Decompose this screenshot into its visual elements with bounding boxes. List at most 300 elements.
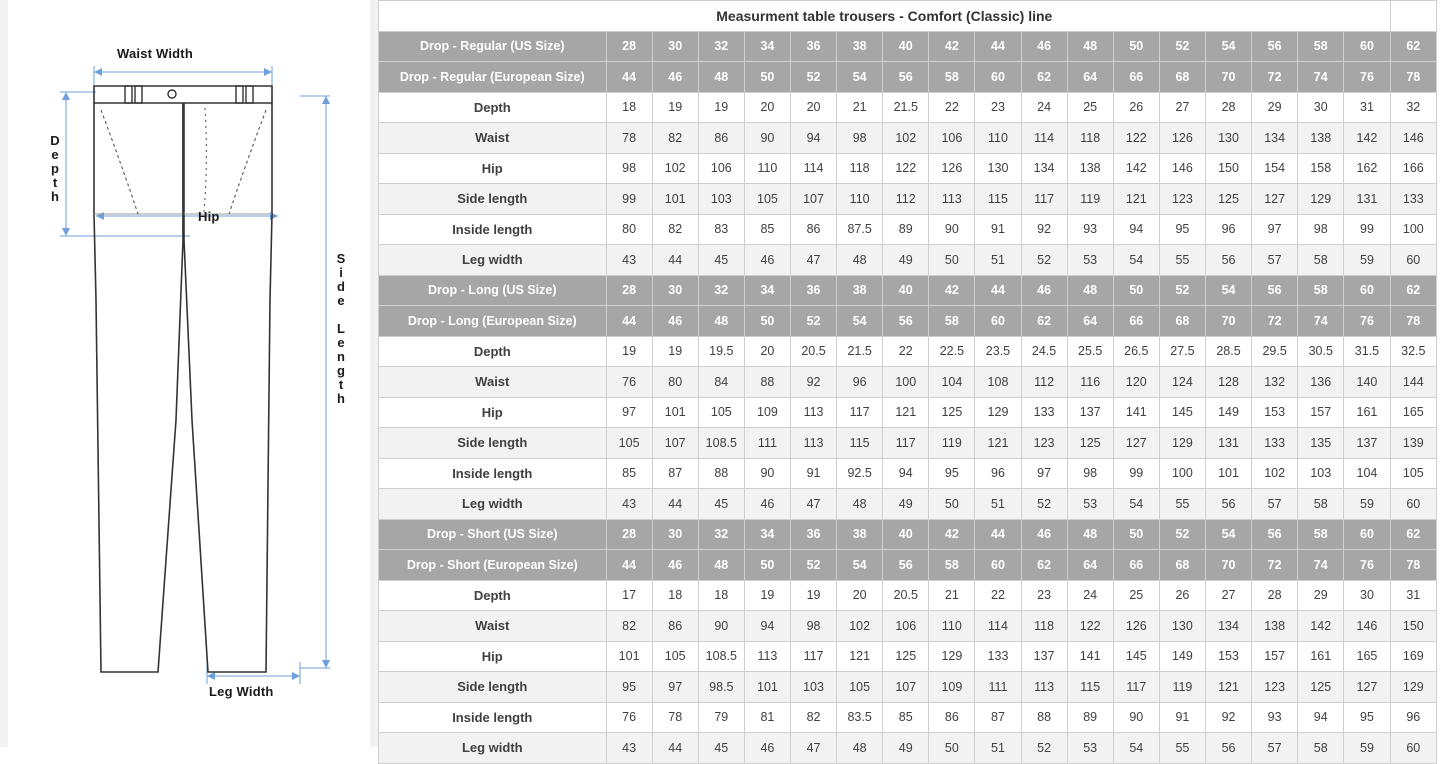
table-row <box>379 580 1437 611</box>
table-row <box>379 31 1437 62</box>
table-cell: 90 <box>1113 702 1159 733</box>
table-cell: 21.5 <box>883 92 929 123</box>
table-cell: 101 <box>1205 458 1251 489</box>
table-cell: 30 <box>652 275 698 306</box>
table-cell: 60 <box>1390 733 1436 764</box>
table-cell: 103 <box>790 672 836 703</box>
table-cell: 142 <box>1298 611 1344 642</box>
table-cell: 149 <box>1205 397 1251 428</box>
table-cell: 86 <box>652 611 698 642</box>
table-cell: 31 <box>1344 92 1390 123</box>
table-cell: 28 <box>606 519 652 550</box>
table-cell: 100 <box>883 367 929 398</box>
table-cell: 81 <box>744 702 790 733</box>
row-label: Drop - Regular (European Size) <box>379 62 607 93</box>
table-cell: 125 <box>929 397 975 428</box>
table-cell: 23.5 <box>975 336 1021 367</box>
table-cell: 60 <box>975 62 1021 93</box>
table-cell: 86 <box>929 702 975 733</box>
table-cell: 26 <box>1159 580 1205 611</box>
table-cell: 118 <box>1021 611 1067 642</box>
table-row <box>379 184 1437 215</box>
table-cell: 21.5 <box>837 336 883 367</box>
table-cell: 22 <box>929 92 975 123</box>
table-cell: 56 <box>883 306 929 337</box>
table-cell: 58 <box>1298 733 1344 764</box>
table-cell: 125 <box>883 641 929 672</box>
table-cell: 20.5 <box>883 580 929 611</box>
table-cell: 105 <box>698 397 744 428</box>
table-cell: 57 <box>1252 489 1298 520</box>
table-cell: 18 <box>698 580 744 611</box>
table-cell: 146 <box>1390 123 1436 154</box>
table-cell: 122 <box>883 153 929 184</box>
table-cell: 141 <box>1113 397 1159 428</box>
table-cell: 58 <box>1298 275 1344 306</box>
table-cell: 58 <box>929 306 975 337</box>
table-cell: 72 <box>1252 62 1298 93</box>
row-label: Drop - Regular (US Size) <box>379 31 607 62</box>
table-cell: 19 <box>790 580 836 611</box>
table-cell: 42 <box>929 275 975 306</box>
table-cell: 140 <box>1344 367 1390 398</box>
table-cell: 144 <box>1390 367 1436 398</box>
table-cell: 25 <box>1067 92 1113 123</box>
table-cell: 52 <box>1021 489 1067 520</box>
table-cell: 53 <box>1067 245 1113 276</box>
table-cell: 138 <box>1252 611 1298 642</box>
table-cell: 31.5 <box>1344 336 1390 367</box>
table-cell: 56 <box>883 550 929 581</box>
table-cell: 157 <box>1252 641 1298 672</box>
table-cell: 85 <box>606 458 652 489</box>
table-head <box>379 1 1437 32</box>
table-cell: 55 <box>1159 489 1205 520</box>
table-cell: 23 <box>975 92 1021 123</box>
table-cell: 46 <box>744 245 790 276</box>
table-cell: 78 <box>606 123 652 154</box>
table-cell: 60 <box>1390 245 1436 276</box>
table-cell: 54 <box>837 550 883 581</box>
table-cell: 68 <box>1159 550 1205 581</box>
table-cell: 54 <box>1113 733 1159 764</box>
table-cell: 90 <box>929 214 975 245</box>
table-cell: 46 <box>652 550 698 581</box>
table-cell: 78 <box>1390 550 1436 581</box>
row-label: Leg width <box>379 733 607 764</box>
table-cell: 158 <box>1298 153 1344 184</box>
table-cell: 29.5 <box>1252 336 1298 367</box>
table-cell: 84 <box>698 367 744 398</box>
measurement-table <box>378 0 1437 764</box>
table-cell: 133 <box>1252 428 1298 459</box>
table-cell: 74 <box>1298 550 1344 581</box>
table-cell: 56 <box>1205 489 1251 520</box>
row-label: Drop - Long (US Size) <box>379 275 607 306</box>
table-cell: 104 <box>929 367 975 398</box>
table-cell: 59 <box>1344 245 1390 276</box>
table-cell: 118 <box>837 153 883 184</box>
table-cell: 20 <box>744 336 790 367</box>
table-cell: 105 <box>652 641 698 672</box>
table-cell: 46 <box>1021 31 1067 62</box>
table-cell: 68 <box>1159 306 1205 337</box>
table-cell: 78 <box>652 702 698 733</box>
table-cell: 91 <box>975 214 1021 245</box>
table-cell: 83.5 <box>837 702 883 733</box>
table-cell: 72 <box>1252 306 1298 337</box>
table-cell: 72 <box>1252 550 1298 581</box>
table-cell: 98 <box>837 123 883 154</box>
table-cell: 99 <box>1113 458 1159 489</box>
table-cell: 68 <box>1159 62 1205 93</box>
table-cell: 125 <box>1205 184 1251 215</box>
table-cell: 109 <box>744 397 790 428</box>
table-cell: 45 <box>698 245 744 276</box>
table-cell: 105 <box>837 672 883 703</box>
row-label: Waist <box>379 123 607 154</box>
table-cell: 150 <box>1390 611 1436 642</box>
table-cell: 48 <box>837 245 883 276</box>
table-cell: 48 <box>1067 31 1113 62</box>
table-cell: 134 <box>1252 123 1298 154</box>
table-cell: 107 <box>790 184 836 215</box>
table-cell: 102 <box>837 611 883 642</box>
table-cell: 97 <box>1252 214 1298 245</box>
table-cell: 62 <box>1390 275 1436 306</box>
table-cell: 49 <box>883 245 929 276</box>
table-cell: 153 <box>1252 397 1298 428</box>
table-cell: 48 <box>698 62 744 93</box>
row-label: Inside length <box>379 702 607 733</box>
table-cell: 146 <box>1159 153 1205 184</box>
table-cell: 98 <box>790 611 836 642</box>
table-cell: 106 <box>883 611 929 642</box>
table-cell: 22 <box>975 580 1021 611</box>
table-cell: 95 <box>929 458 975 489</box>
table-row <box>379 702 1437 733</box>
table-cell: 48 <box>1067 275 1113 306</box>
table-cell: 90 <box>744 458 790 489</box>
table-cell: 19 <box>698 92 744 123</box>
table-cell: 138 <box>1298 123 1344 154</box>
table-cell: 58 <box>1298 489 1344 520</box>
table-cell: 76 <box>1344 306 1390 337</box>
table-title-spacer <box>1390 1 1436 32</box>
table-cell: 62 <box>1390 31 1436 62</box>
table-cell: 55 <box>1159 245 1205 276</box>
table-cell: 108 <box>975 367 1021 398</box>
table-cell: 54 <box>837 62 883 93</box>
table-cell: 70 <box>1205 550 1251 581</box>
table-cell: 57 <box>1252 245 1298 276</box>
table-cell: 54 <box>1113 245 1159 276</box>
table-cell: 52 <box>1159 31 1205 62</box>
table-cell: 45 <box>698 733 744 764</box>
table-cell: 47 <box>790 489 836 520</box>
table-cell: 47 <box>790 245 836 276</box>
table-cell: 20 <box>744 92 790 123</box>
table-cell: 127 <box>1344 672 1390 703</box>
table-cell: 88 <box>744 367 790 398</box>
table-cell: 100 <box>1390 214 1436 245</box>
table-cell: 105 <box>1390 458 1436 489</box>
table-cell: 56 <box>1205 245 1251 276</box>
table-cell: 34 <box>744 519 790 550</box>
table-cell: 129 <box>929 641 975 672</box>
table-cell: 64 <box>1067 306 1113 337</box>
table-cell: 126 <box>929 153 975 184</box>
table-cell: 113 <box>744 641 790 672</box>
table-cell: 101 <box>652 184 698 215</box>
table-cell: 58 <box>929 62 975 93</box>
table-cell: 105 <box>606 428 652 459</box>
row-label: Inside length <box>379 458 607 489</box>
row-label: Hip <box>379 397 607 428</box>
table-cell: 145 <box>1113 641 1159 672</box>
diagram-label-leg-width: Leg Width <box>209 684 274 699</box>
table-cell: 165 <box>1344 641 1390 672</box>
table-cell: 100 <box>1159 458 1205 489</box>
table-cell: 90 <box>698 611 744 642</box>
table-cell: 142 <box>1113 153 1159 184</box>
table-cell: 132 <box>1252 367 1298 398</box>
table-cell: 82 <box>652 123 698 154</box>
table-cell: 52 <box>1159 275 1205 306</box>
table-cell: 19.5 <box>698 336 744 367</box>
table-cell: 58 <box>1298 245 1344 276</box>
table-cell: 20.5 <box>790 336 836 367</box>
table-row <box>379 153 1437 184</box>
table-cell: 114 <box>975 611 1021 642</box>
table-cell: 24.5 <box>1021 336 1067 367</box>
table-cell: 50 <box>1113 31 1159 62</box>
table-cell: 124 <box>1159 367 1205 398</box>
table-cell: 107 <box>883 672 929 703</box>
table-cell: 44 <box>606 306 652 337</box>
table-cell: 112 <box>1021 367 1067 398</box>
table-cell: 130 <box>975 153 1021 184</box>
table-cell: 102 <box>883 123 929 154</box>
table-cell: 18 <box>606 92 652 123</box>
table-cell: 142 <box>1344 123 1390 154</box>
table-cell: 128 <box>1205 367 1251 398</box>
table-cell: 137 <box>1067 397 1113 428</box>
table-cell: 19 <box>744 580 790 611</box>
table-cell: 141 <box>1067 641 1113 672</box>
table-cell: 19 <box>652 92 698 123</box>
table-cell: 78 <box>1390 306 1436 337</box>
table-cell: 40 <box>883 31 929 62</box>
table-cell: 99 <box>606 184 652 215</box>
table-row <box>379 458 1437 489</box>
table-cell: 129 <box>1390 672 1436 703</box>
table-cell: 95 <box>606 672 652 703</box>
table-cell: 149 <box>1159 641 1205 672</box>
table-cell: 46 <box>1021 519 1067 550</box>
table-cell: 119 <box>929 428 975 459</box>
table-cell: 102 <box>652 153 698 184</box>
table-cell: 97 <box>606 397 652 428</box>
table-cell: 28.5 <box>1205 336 1251 367</box>
table-row <box>379 397 1437 428</box>
table-cell: 58 <box>929 550 975 581</box>
table-cell: 19 <box>652 336 698 367</box>
table-cell: 113 <box>790 428 836 459</box>
table-cell: 96 <box>1205 214 1251 245</box>
table-cell: 48 <box>837 489 883 520</box>
table-cell: 137 <box>1344 428 1390 459</box>
table-cell: 123 <box>1159 184 1205 215</box>
table-cell: 48 <box>1067 519 1113 550</box>
table-cell: 54 <box>837 306 883 337</box>
table-cell: 59 <box>1344 733 1390 764</box>
table-cell: 117 <box>883 428 929 459</box>
table-cell: 24 <box>1021 92 1067 123</box>
table-cell: 88 <box>1021 702 1067 733</box>
table-cell: 48 <box>698 550 744 581</box>
table-cell: 49 <box>883 489 929 520</box>
table-cell: 98 <box>1298 214 1344 245</box>
table-cell: 115 <box>975 184 1021 215</box>
table-cell: 121 <box>837 641 883 672</box>
table-cell: 129 <box>1159 428 1205 459</box>
row-label: Side length <box>379 672 607 703</box>
table-cell: 32 <box>698 31 744 62</box>
diagram-label-waist-width: Waist Width <box>117 46 193 61</box>
table-cell: 79 <box>698 702 744 733</box>
table-cell: 115 <box>837 428 883 459</box>
table-cell: 40 <box>883 519 929 550</box>
table-cell: 31 <box>1390 580 1436 611</box>
table-cell: 89 <box>1067 702 1113 733</box>
table-body <box>379 31 1437 763</box>
table-cell: 74 <box>1298 62 1344 93</box>
table-cell: 101 <box>744 672 790 703</box>
row-label: Side length <box>379 428 607 459</box>
table-cell: 131 <box>1344 184 1390 215</box>
table-cell: 60 <box>975 550 1021 581</box>
row-label: Waist <box>379 367 607 398</box>
table-cell: 28 <box>1252 580 1298 611</box>
table-cell: 107 <box>652 428 698 459</box>
table-cell: 59 <box>1344 489 1390 520</box>
table-cell: 50 <box>744 306 790 337</box>
table-cell: 44 <box>975 519 1021 550</box>
table-cell: 90 <box>744 123 790 154</box>
row-label: Side length <box>379 184 607 215</box>
table-cell: 36 <box>790 275 836 306</box>
table-cell: 116 <box>1067 367 1113 398</box>
diagram-label-hip: Hip <box>198 209 220 224</box>
table-cell: 38 <box>837 31 883 62</box>
table-cell: 95 <box>1344 702 1390 733</box>
table-cell: 19 <box>606 336 652 367</box>
table-cell: 92 <box>1205 702 1251 733</box>
table-cell: 36 <box>790 519 836 550</box>
table-cell: 131 <box>1205 428 1251 459</box>
table-row <box>379 336 1437 367</box>
table-cell: 62 <box>1021 306 1067 337</box>
table-row <box>379 733 1437 764</box>
table-cell: 82 <box>606 611 652 642</box>
table-cell: 113 <box>1021 672 1067 703</box>
table-cell: 110 <box>744 153 790 184</box>
table-cell: 44 <box>606 62 652 93</box>
table-cell: 89 <box>883 214 929 245</box>
table-cell: 52 <box>1159 519 1205 550</box>
row-label: Waist <box>379 611 607 642</box>
table-cell: 32 <box>1390 92 1436 123</box>
table-cell: 50 <box>1113 519 1159 550</box>
table-cell: 46 <box>652 306 698 337</box>
table-cell: 150 <box>1205 153 1251 184</box>
table-cell: 111 <box>975 672 1021 703</box>
table-cell: 60 <box>1390 489 1436 520</box>
trouser-diagram-svg <box>0 0 378 747</box>
table-cell: 43 <box>606 733 652 764</box>
row-label: Leg width <box>379 245 607 276</box>
table-cell: 83 <box>698 214 744 245</box>
table-row <box>379 611 1437 642</box>
table-cell: 105 <box>744 184 790 215</box>
table-cell: 48 <box>837 733 883 764</box>
table-cell: 117 <box>1021 184 1067 215</box>
table-cell: 123 <box>1021 428 1067 459</box>
table-cell: 44 <box>975 31 1021 62</box>
table-cell: 42 <box>929 31 975 62</box>
table-cell: 58 <box>1298 519 1344 550</box>
table-cell: 120 <box>1113 367 1159 398</box>
table-cell: 76 <box>1344 550 1390 581</box>
table-cell: 121 <box>1205 672 1251 703</box>
table-cell: 49 <box>883 733 929 764</box>
table-cell: 62 <box>1390 519 1436 550</box>
table-cell: 29 <box>1298 580 1344 611</box>
table-cell: 117 <box>790 641 836 672</box>
table-cell: 32 <box>698 519 744 550</box>
table-cell: 122 <box>1113 123 1159 154</box>
table-cell: 92 <box>790 367 836 398</box>
table-cell: 70 <box>1205 62 1251 93</box>
table-cell: 114 <box>790 153 836 184</box>
table-cell: 134 <box>1205 611 1251 642</box>
table-row <box>379 367 1437 398</box>
table-cell: 45 <box>698 489 744 520</box>
table-cell: 34 <box>744 275 790 306</box>
table-cell: 80 <box>606 214 652 245</box>
row-label: Hip <box>379 153 607 184</box>
table-cell: 38 <box>837 519 883 550</box>
table-cell: 50 <box>929 245 975 276</box>
table-cell: 26.5 <box>1113 336 1159 367</box>
table-cell: 46 <box>744 733 790 764</box>
table-cell: 98.5 <box>698 672 744 703</box>
table-cell: 110 <box>837 184 883 215</box>
table-cell: 123 <box>1252 672 1298 703</box>
table-cell: 48 <box>698 306 744 337</box>
table-row <box>379 245 1437 276</box>
table-row <box>379 672 1437 703</box>
table-cell: 56 <box>883 62 929 93</box>
table-cell: 96 <box>975 458 1021 489</box>
table-cell: 21 <box>837 92 883 123</box>
table-cell: 161 <box>1298 641 1344 672</box>
table-cell: 54 <box>1205 275 1251 306</box>
table-cell: 27.5 <box>1159 336 1205 367</box>
table-cell: 94 <box>744 611 790 642</box>
table-cell: 146 <box>1344 611 1390 642</box>
